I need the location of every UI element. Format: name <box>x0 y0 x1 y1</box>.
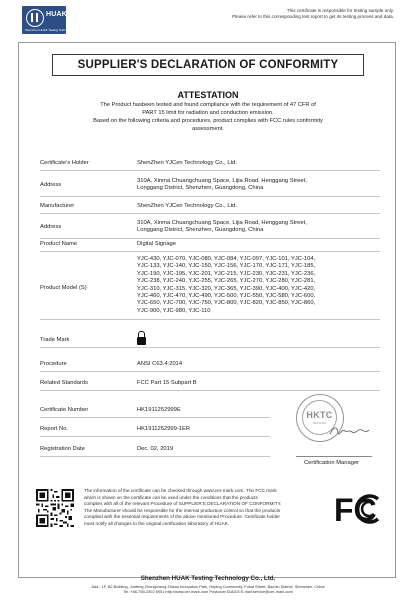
qr-code-icon <box>36 489 74 527</box>
procedure-value: ANSI C63.4:2014 <box>137 361 183 367</box>
footer-company: Shenzhen HUAK Testing Technology Co., Ltd. <box>140 575 276 582</box>
footer-contact-line: Tel.:+86-755-2302 6901 http://www.cer-mark.com Postcode:518103 E-mail:service@cer-mark.com <box>123 589 293 595</box>
row-divider <box>40 456 270 457</box>
model-label: Product Model (S) <box>40 285 87 291</box>
notice-line: complies with all of the relevant Procedure of SUPPLIER'S DECLARATION OF CONFORMITY. <box>84 501 282 507</box>
procedure-label: Procedure <box>40 361 67 367</box>
model-line: YJC-133, YJC-140, YJC-150, YJC-156, YJC-170, YJC-171, YJC-185, <box>137 263 316 270</box>
title-box <box>52 54 364 76</box>
notice-line: which is shown on the certificate can be used under the conditions that the products <box>84 494 258 500</box>
address1-line-2: Longgang District, Shenzhen, Guangdong, China <box>137 185 264 192</box>
model-line: YJC-310, YJC-315, YJC-320, YJC-365, YJC-390, YJC-400, YJC-420, <box>137 285 316 292</box>
document-title: SUPPLIER'S DECLARATION OF CONFORMITY <box>77 59 339 71</box>
address2-line-2: Longgang District, Shenzhen, Guangdong, China <box>137 227 264 234</box>
address2-value <box>137 220 379 235</box>
huak-logo-text: HUAK <box>46 11 68 18</box>
row-divider <box>40 238 380 239</box>
model-line: YJC-460, YJC-470, YJC-490, YJC-500, YJC-550, YJC-580, YJC-600, <box>137 293 316 300</box>
address2-line-1: 310A, Xinma Chuangchuang Space, Lijia Road, Henggang Street, <box>137 220 307 226</box>
attestation-line-2: PART 15 limit for radiation and conduction emission. <box>142 110 274 116</box>
attestation-line-1: The Product hasbeen tested and found compliance with the requirement of 47 CFR of <box>100 102 316 108</box>
standards-value: FCC Part 15 Subpart B <box>137 380 197 386</box>
holder-label: Certificate's Holder <box>40 160 89 166</box>
standards-label: Related Standards <box>40 380 89 386</box>
model-line: YJC-900, YJC-980, YJC-110 <box>137 307 211 314</box>
attestation-heading: ATTESTATION <box>177 90 239 100</box>
address1-label: Address <box>40 182 62 188</box>
holder-value: ShenZhen YJCen Technology Co., Ltd. <box>137 160 238 166</box>
footer-address <box>0 584 416 594</box>
manager-signature <box>328 424 370 438</box>
model-line: YJC-430, YJC-070, YJC-080, YJC-084, YJC-097, YJC-101, YJC-104, <box>137 256 316 262</box>
disclaimer-line-1: This certificate is responsible for testing sample only. <box>286 8 394 13</box>
cert-number-label: Certificate Number <box>40 407 89 413</box>
row-divider <box>40 347 380 348</box>
manufacturer-label: Manufacturer <box>40 203 75 209</box>
cert-number-value: HK1911252999E <box>137 407 181 413</box>
report-value: HK1911252999-1ER <box>137 426 191 432</box>
notice-line: complied with the essential requirements of the above mentioned Procedure. Certificate holder <box>84 514 280 520</box>
row-divider <box>40 417 270 418</box>
model-line: YJC-650, YJC-700, YJC-750, YJC-800, YJC-820, YJC-850, YJC-860, <box>137 300 316 307</box>
notice-line: The Manufacturer should be responsible for the internal production control so that the products <box>84 507 281 513</box>
sample-disclaimer <box>232 8 394 20</box>
date-value: Dec. 02, 2019 <box>137 446 174 452</box>
address1-line-1: 310A, Xinma Chuangchuang Space, Lijia Road, Henggang Street, <box>137 178 307 184</box>
huak-logo-mark-icon <box>26 9 44 27</box>
stamp-text: HKTC <box>306 410 333 420</box>
fcc-logo-text: FC <box>334 492 377 528</box>
address2-label: Address <box>40 224 62 230</box>
row-divider <box>40 251 380 252</box>
verification-notice <box>84 488 336 528</box>
model-line: YJC-190, YJC-195, YJC-201, YJC-215, YJC-230, YJC-231, YJC-236, <box>137 270 316 277</box>
model-line: YJC-238, YJC-240, YJC-255, YJC-265, YJC-270, YJC-280, YJC-281, <box>137 278 316 285</box>
row-divider <box>40 371 380 372</box>
row-divider <box>40 170 380 171</box>
fcc-logo-icon <box>333 487 381 529</box>
report-label: Report No. <box>40 426 69 432</box>
signature-line <box>296 456 372 457</box>
row-divider <box>40 196 380 197</box>
row-divider <box>40 319 380 320</box>
notice-line: must notify all changes to the original certification laboratory of HUAK. <box>84 520 230 526</box>
trademark-logo-box <box>137 337 146 345</box>
attestation-text <box>40 101 376 133</box>
disclaimer-line-2: Please refer to this corresponding test report to get its testing process and data. <box>232 14 394 19</box>
row-divider <box>40 436 270 437</box>
manufacturer-value: ShenZhen YJCen Technology Co., Ltd. <box>137 203 238 209</box>
product-name-value: Digital Signage <box>137 241 176 247</box>
row-divider <box>40 213 380 214</box>
huak-logo-subtext: Shenzhen HUAK Testing Technology <box>25 28 74 32</box>
product-name-label: Product Name <box>40 241 78 247</box>
notice-line: The information of the certificate can be checked through www.cer-mark.com. The FCC mark <box>84 488 277 493</box>
trademark-label: Trade Mark <box>40 337 70 343</box>
date-label: Registration Date <box>40 446 85 452</box>
trademark-logo-icon <box>137 331 146 345</box>
model-list <box>137 256 379 315</box>
attestation-line-3: Based on the following criteria and procedures, product complies with FCC rules conformity <box>93 118 323 124</box>
row-divider <box>40 390 380 391</box>
huak-logo <box>22 6 74 34</box>
cert-manager-label: Certification Manager <box>304 460 360 466</box>
footer-address-line: Add.: 1F, B2 Building, Junfeng Zhongcheng Zhizao Innovation Park, Heping Community, Fuhai Street, Bao'an District, Shenzhen, China <box>91 584 325 589</box>
attestation-line-4: assessment. <box>192 126 224 132</box>
address1-value <box>137 178 379 193</box>
stamp-subtext: OFFICIAL <box>312 421 327 425</box>
